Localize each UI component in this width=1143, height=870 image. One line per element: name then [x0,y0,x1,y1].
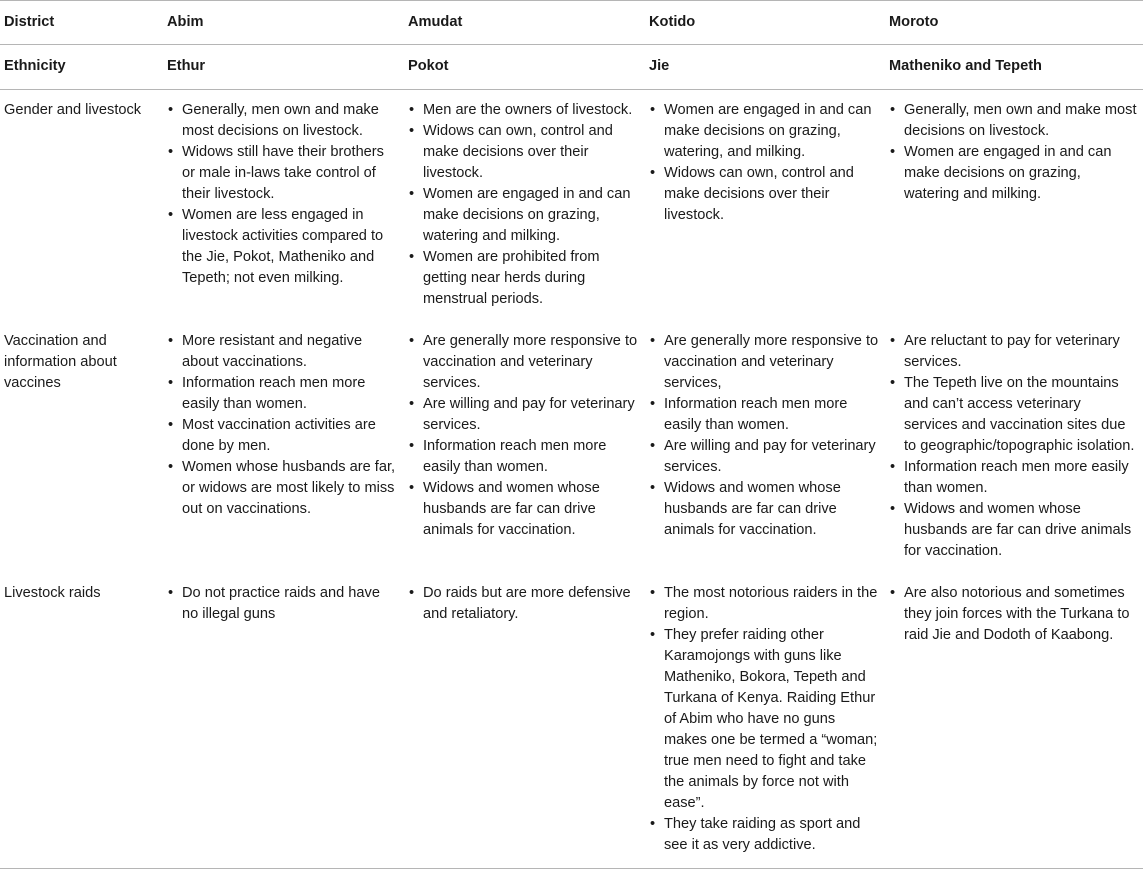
table-row [0,320,1143,572]
list-item: • Do raids but are more defensive and retaliatory. [408,583,639,625]
row-label: Vaccination and information about vaccines [4,333,117,391]
list-item: • Women are prohibited from getting near herds during menstrual periods. [408,247,639,310]
bullet-list [649,583,879,856]
list-item: • Men are the owners of livestock. [408,100,639,121]
table-cell: Pokot [408,58,449,74]
list-item: • Generally, men own and make most decisions on livestock. [167,100,398,142]
list-item: • Information reach men more easily than women. [408,436,639,478]
list-item: • Widows can own, control and make decisions over their livestock. [408,121,639,184]
list-item: • Generally, men own and make most decisions on livestock. [889,100,1137,142]
list-item: • Women are engaged in and can make decisions on grazing, watering and milking. [408,184,639,247]
list-item: • They prefer raiding other Karamojongs with guns like Matheniko, Bokora, Tepeth and Turkana of Kenya. Raiding Ethur of Abim who have no guns makes one be termed a “woman; true men need to fight and take the animals by force not with ease”. [649,625,879,814]
row-label: Livestock raids [4,585,101,601]
row-label: Ethnicity [4,58,66,74]
list-item: • Women are engaged in and can make decisions on grazing, watering and milking. [889,142,1137,205]
table-cell: Jie [649,58,670,74]
table-cell: Matheniko and Tepeth [889,58,1042,74]
list-item: • Are also notorious and sometimes they join forces with the Turkana to raid Jie and Dodoth of Kaabong. [889,583,1137,646]
header-row [0,1,1143,45]
bullet-list [167,583,398,625]
bullet-list [889,583,1137,646]
list-item: • Are reluctant to pay for veterinary services. [889,331,1137,373]
list-item: • Information reach men more easily than women. [167,373,398,415]
list-item: • Information reach men more easily than women. [649,394,879,436]
table-cell [163,572,404,869]
list-item: • Do not practice raids and have no illegal guns [167,583,398,625]
list-item: • Widows still have their brothers or male in-laws take control of their livestock. [167,142,398,205]
table-cell [645,90,885,321]
column-header: Abim [167,14,204,30]
list-item: • Widows and women whose husbands are far can drive animals for vaccination. [889,499,1137,562]
list-item: • Most vaccination activities are done by men. [167,415,398,457]
list-item: • The most notorious raiders in the region. [649,583,879,625]
list-item: • Are willing and pay for veterinary services. [408,394,639,436]
column-header: Moroto [889,14,939,30]
list-item: • More resistant and negative about vaccinations. [167,331,398,373]
column-header: Amudat [408,14,463,30]
list-item: • Women are engaged in and can make decisions on grazing, watering, and milking. [649,100,879,163]
bullet-list [649,100,879,226]
table-row [0,572,1143,869]
table-row [0,90,1143,321]
list-item: • Women whose husbands are far, or widows are most likely to miss out on vaccinations. [167,457,398,520]
bullet-list [889,100,1137,205]
row-label: Gender and livestock [4,102,142,118]
list-item: • Widows and women whose husbands are far can drive animals for vaccination. [408,478,639,541]
list-item: • Widows and women whose husbands are far can drive animals for vaccination. [649,478,879,541]
list-item: • Are willing and pay for veterinary services. [649,436,879,478]
table-cell [885,90,1143,321]
list-item: • They take raiding as sport and see it as very addictive. [649,814,879,856]
table-cell [163,320,404,572]
table-cell [645,572,885,869]
bullet-list [167,331,398,520]
bullet-list [408,331,639,541]
table-cell [404,572,645,869]
table-cell [163,90,404,321]
column-header: Kotido [649,14,696,30]
list-item: • The Tepeth live on the mountains and can’t access veterinary services and vaccination sites due to geographic/topographic isolation. [889,373,1137,457]
table-cell: Ethur [167,58,206,74]
table-cell [885,320,1143,572]
table-cell [404,90,645,321]
table-cell [404,320,645,572]
table-cell [645,320,885,572]
list-item: • Information reach men more easily than women. [889,457,1137,499]
table-cell [885,572,1143,869]
bullet-list [408,583,639,625]
bullet-list [889,331,1137,562]
column-header: District [4,14,55,30]
ethnicity-row [0,45,1143,90]
bullet-list [167,100,398,289]
list-item: • Women are less engaged in livestock activities compared to the Jie, Pokot, Matheniko and Tepeth; not even milking. [167,205,398,289]
bullet-list [408,100,639,310]
bullet-list [649,331,879,541]
list-item: • Are generally more responsive to vaccination and veterinary services. [408,331,639,394]
list-item: • Are generally more responsive to vaccination and veterinary services, [649,331,879,394]
list-item: • Widows can own, control and make decisions over their livestock. [649,163,879,226]
